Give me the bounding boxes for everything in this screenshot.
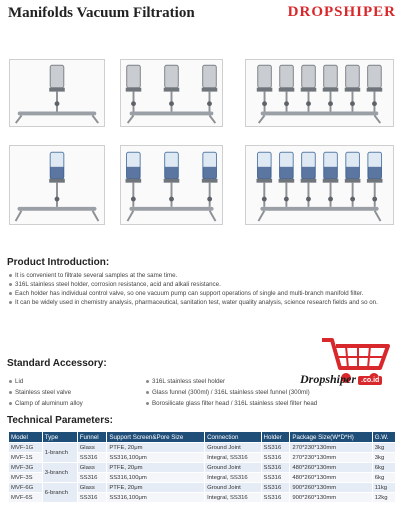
column-header: Funnel: [77, 432, 107, 443]
accessory-item: 316L stainless steel holder: [145, 376, 317, 387]
cell-funnel: Glass: [77, 443, 107, 453]
cell-holder: SS316: [261, 493, 290, 503]
cell-package: 900*260*130mm: [290, 493, 372, 503]
accessory-item: Borosilicate glass filter head / 316L stainless steel filter head: [145, 398, 317, 409]
photo-6-branch-steel: [245, 59, 394, 127]
page-title: Manifolds Vacuum Filtration: [8, 5, 195, 21]
cell-package: 270*230*130mm: [290, 453, 372, 463]
column-header: Type: [42, 432, 77, 443]
photo-1-branch-steel: [9, 59, 105, 127]
column-header: Holder: [261, 432, 290, 443]
intro-list: [8, 271, 388, 307]
intro-heading: Product Introduction:: [7, 257, 110, 268]
technical-heading: Technical Parameters:: [7, 415, 113, 426]
cell-model: MVF-6G: [9, 483, 43, 493]
intro-item: It is convenient to filtrate several samples at the same time.: [8, 271, 388, 280]
accessory-item: Glass funnel (300ml) / 316L stainless steel funnel (300ml): [145, 387, 317, 398]
column-header: Model: [9, 432, 43, 443]
photo-1-branch-glass: [9, 145, 105, 225]
cell-weight: 6kg: [372, 463, 395, 473]
accessory-list-left: [8, 376, 83, 409]
accessory-heading: Standard Accessory:: [7, 358, 107, 369]
cell-package: 480*260*130mm: [290, 463, 372, 473]
watermark-badge: .co.id: [358, 376, 382, 385]
cell-holder: SS316: [261, 453, 290, 463]
cell-funnel: SS316: [77, 453, 107, 463]
photo-3-branch-glass: [120, 145, 223, 225]
column-header: Package Size(W*D*H): [290, 432, 372, 443]
cell-screen: SS316,100μm: [107, 473, 205, 483]
cell-holder: SS316: [261, 473, 290, 483]
cell-connection: Ground Joint: [205, 443, 261, 453]
cell-model: MVF-1S: [9, 453, 43, 463]
cell-package: 480*260*130mm: [290, 473, 372, 483]
cell-connection: Ground Joint: [205, 483, 261, 493]
intro-item: It can be widely used in chemistry analysis, pharmaceutical, sanitation test, water quality analysis, science research fields and so on.: [8, 298, 388, 307]
table-row: [9, 483, 396, 493]
cell-model: MVF-1G: [9, 443, 43, 453]
watermark-name: Dropshiper: [300, 372, 357, 386]
photo-6-branch-glass: [245, 145, 394, 225]
cell-holder: SS316: [261, 463, 290, 473]
brand-logo: DROPSHIPER: [287, 4, 396, 20]
cell-funnel: SS316: [77, 473, 107, 483]
column-header: G.W.: [372, 432, 395, 443]
technical-table: [8, 431, 396, 503]
accessory-item: Lid: [8, 376, 83, 387]
cell-connection: Integral, SS316: [205, 473, 261, 483]
accessory-list-right: [145, 376, 317, 409]
cell-weight: 12kg: [372, 493, 395, 503]
cell-weight: 11kg: [372, 483, 395, 493]
cell-connection: Ground Joint: [205, 463, 261, 473]
column-header: Connection: [205, 432, 261, 443]
intro-item: 316L stainless steel holder, corrosion resistance, acid and alkali resistance.: [8, 280, 388, 289]
cell-screen: SS316,100μm: [107, 453, 205, 463]
column-header: Support Screen&Pore Size: [107, 432, 205, 443]
table-row: [9, 443, 396, 453]
cell-model: MVF-6S: [9, 493, 43, 503]
cell-model: MVF-3G: [9, 463, 43, 473]
cell-funnel: SS316: [77, 493, 107, 503]
cell-holder: SS316: [261, 483, 290, 493]
intro-item: Each holder has individual control valve, so one vacuum pump can support operations of single and multi-branch manifold filter.: [8, 289, 388, 298]
watermark-text: [300, 372, 382, 387]
cell-type: 1-branch: [42, 443, 77, 463]
cell-package: 270*230*130mm: [290, 443, 372, 453]
cell-package: 900*260*130mm: [290, 483, 372, 493]
cell-connection: Integral, SS316: [205, 493, 261, 503]
cell-weight: 6kg: [372, 473, 395, 483]
cell-screen: PTFE, 20μm: [107, 443, 205, 453]
table-header-row: [9, 432, 396, 443]
cell-connection: Integral, SS316: [205, 453, 261, 463]
accessory-item: Clamp of aluminum alloy: [8, 398, 83, 409]
cell-screen: PTFE, 20μm: [107, 463, 205, 473]
photo-3-branch-steel: [120, 59, 223, 127]
cell-screen: SS316,100μm: [107, 493, 205, 503]
cell-screen: PTFE, 20μm: [107, 483, 205, 493]
cell-holder: SS316: [261, 443, 290, 453]
cell-type: 3-branch: [42, 463, 77, 483]
cell-weight: 3kg: [372, 453, 395, 463]
cell-weight: 3kg: [372, 443, 395, 453]
cell-model: MVF-3S: [9, 473, 43, 483]
accessory-item: Stainless steel valve: [8, 387, 83, 398]
cell-funnel: Glass: [77, 483, 107, 493]
table-row: [9, 463, 396, 473]
cell-type: 6-branch: [42, 483, 77, 503]
cell-funnel: Glass: [77, 463, 107, 473]
